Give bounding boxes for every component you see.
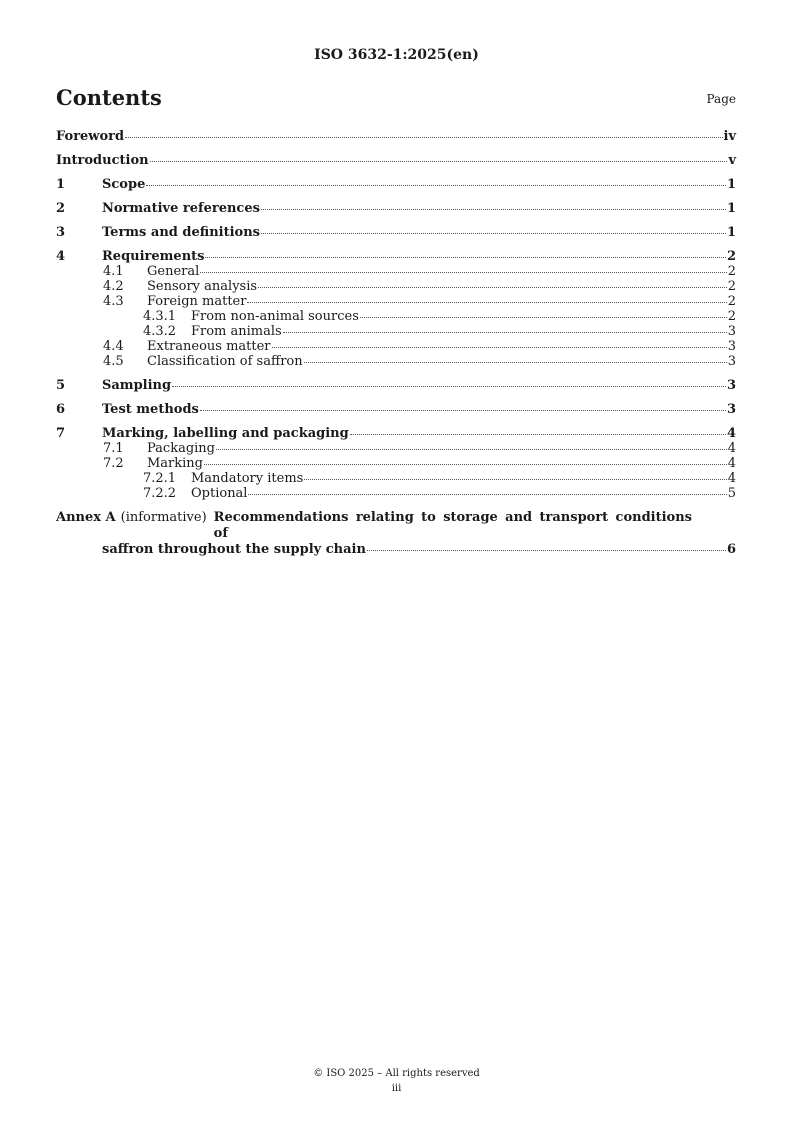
toc-entry-number: 2 <box>56 201 66 216</box>
toc-entry-number: 1 <box>56 177 66 192</box>
toc-entry-title: Foreword <box>56 129 125 144</box>
toc-entry-page: 4 <box>727 456 736 471</box>
toc-entry-page: 4 <box>726 426 736 441</box>
toc-entry[interactable] <box>56 340 736 353</box>
toc-entry-title: Introduction <box>56 153 149 168</box>
toc-entry-number: 4 <box>56 249 66 264</box>
toc-entry-title: Scope <box>102 177 146 192</box>
toc-entry-title: Mandatory items <box>191 471 304 486</box>
toc-entry[interactable] <box>56 325 736 338</box>
dot-leader <box>216 449 727 450</box>
toc-entry-page: iv <box>723 129 736 144</box>
toc-entry-title: Optional <box>191 486 248 501</box>
toc-entry-page: 4 <box>727 471 736 486</box>
toc-entry-number: 4.3.2 <box>143 324 177 339</box>
toc-entry-number: 7.2 <box>103 456 124 471</box>
toc-entry[interactable] <box>56 280 736 293</box>
toc-entry-page: 3 <box>726 402 736 417</box>
toc-entry-page: 2 <box>727 294 736 309</box>
dot-leader <box>172 386 726 387</box>
dot-leader <box>350 434 726 435</box>
toc-entry-number: 6 <box>56 402 66 417</box>
dot-leader <box>261 209 726 210</box>
toc-entry-number: 4.5 <box>103 354 124 369</box>
toc-entry-number: 4.2 <box>103 279 124 294</box>
dot-leader <box>200 410 726 411</box>
toc-entry[interactable] <box>56 295 736 308</box>
dot-leader <box>272 347 727 348</box>
toc-entry-page: 1 <box>726 201 736 216</box>
toc-entry-title: From non-animal sources <box>191 309 359 324</box>
toc-entry-title: Normative references <box>102 201 260 216</box>
page-footer <box>0 1066 793 1096</box>
toc-entry-number: 7.2.2 <box>143 486 177 501</box>
toc-entry-title: Requirements <box>102 249 205 264</box>
toc-entry[interactable] <box>56 355 736 368</box>
toc-entry[interactable] <box>56 154 736 167</box>
toc-entry[interactable] <box>56 457 736 470</box>
toc-entry-number: 4.3.1 <box>143 309 177 324</box>
toc-entry[interactable] <box>56 178 736 191</box>
toc-entry-page: 2 <box>726 249 736 264</box>
toc-entry-page: v <box>728 153 736 168</box>
toc-annex-entry[interactable] <box>56 510 736 558</box>
toc-entry-page: 5 <box>727 486 736 501</box>
toc-entry-title: Foreign matter <box>147 294 247 309</box>
page-column-label: Page <box>706 92 736 106</box>
toc-entry-title: Packaging <box>147 441 215 456</box>
toc-entry-title: Sensory analysis <box>147 279 258 294</box>
dot-leader <box>367 550 726 551</box>
toc-entry[interactable] <box>56 130 736 143</box>
dot-leader <box>200 272 726 273</box>
toc-entry-title: Classification of saffron <box>147 354 303 369</box>
toc-entry[interactable] <box>56 487 736 500</box>
toc-entry-page: 3 <box>727 339 736 354</box>
toc-entry-title: General <box>147 264 200 279</box>
toc-entry-page: 3 <box>726 378 736 393</box>
dot-leader <box>304 362 727 363</box>
toc-entry-title: Extraneous matter <box>147 339 271 354</box>
contents-heading: Contents <box>56 85 162 110</box>
dot-leader <box>247 302 726 303</box>
annex-page: 6 <box>726 542 736 557</box>
toc-entry[interactable] <box>56 403 736 416</box>
toc-entry[interactable] <box>56 427 736 440</box>
toc-entry-number: 4.1 <box>103 264 124 279</box>
toc-entry-title: Marking, labelling and packaging <box>102 426 349 441</box>
toc-entry-title: From animals <box>191 324 282 339</box>
table-of-contents <box>56 130 736 558</box>
toc-entry[interactable] <box>56 310 736 323</box>
document-id: ISO 3632-1:2025(en) <box>314 47 479 63</box>
annex-label: Annex A <box>56 510 116 525</box>
toc-entry-page: 3 <box>727 324 736 339</box>
toc-entry[interactable] <box>56 202 736 215</box>
toc-entry-title: Marking <box>147 456 204 471</box>
dot-leader <box>204 464 727 465</box>
dot-leader <box>248 494 726 495</box>
toc-entry-title: Terms and definitions <box>102 225 260 240</box>
toc-entry-number: 5 <box>56 378 66 393</box>
toc-entry-page: 2 <box>727 279 736 294</box>
dot-leader <box>304 479 726 480</box>
toc-entry-number: 4.3 <box>103 294 124 309</box>
toc-entry-number: 7 <box>56 426 66 441</box>
toc-entry[interactable] <box>56 226 736 239</box>
toc-entry-number: 3 <box>56 225 66 240</box>
toc-entry[interactable] <box>56 250 736 263</box>
toc-entry-number: 7.1 <box>103 441 124 456</box>
toc-entry-page: 3 <box>727 354 736 369</box>
dot-leader <box>205 257 725 258</box>
toc-entry-page: 2 <box>727 309 736 324</box>
toc-entry-number: 7.2.1 <box>143 471 177 486</box>
annex-title-line2: saffron throughout the supply chain <box>102 542 366 557</box>
copyright-notice: © ISO 2025 – All rights reserved <box>313 1068 480 1079</box>
dot-leader <box>150 161 728 162</box>
toc-entry[interactable] <box>56 265 736 278</box>
toc-entry-title: Test methods <box>102 402 199 417</box>
toc-entry[interactable] <box>56 472 736 485</box>
toc-entry-page: 2 <box>727 264 736 279</box>
annex-title-line1: Recommendations relating to storage and transport conditions of <box>213 510 692 541</box>
toc-entry-title: Sampling <box>102 378 172 393</box>
toc-entry-page: 1 <box>726 225 736 240</box>
dot-leader <box>360 317 727 318</box>
toc-entry[interactable] <box>56 442 736 455</box>
toc-entry-number: 4.4 <box>103 339 124 354</box>
annex-type: (informative) <box>120 510 207 525</box>
toc-entry[interactable] <box>56 379 736 392</box>
page-number: iii <box>391 1083 402 1094</box>
dot-leader <box>258 287 727 288</box>
dot-leader <box>261 233 726 234</box>
toc-entry-page: 1 <box>726 177 736 192</box>
dot-leader <box>146 185 726 186</box>
toc-entry-page: 4 <box>727 441 736 456</box>
dot-leader <box>283 332 727 333</box>
dot-leader <box>125 137 722 138</box>
